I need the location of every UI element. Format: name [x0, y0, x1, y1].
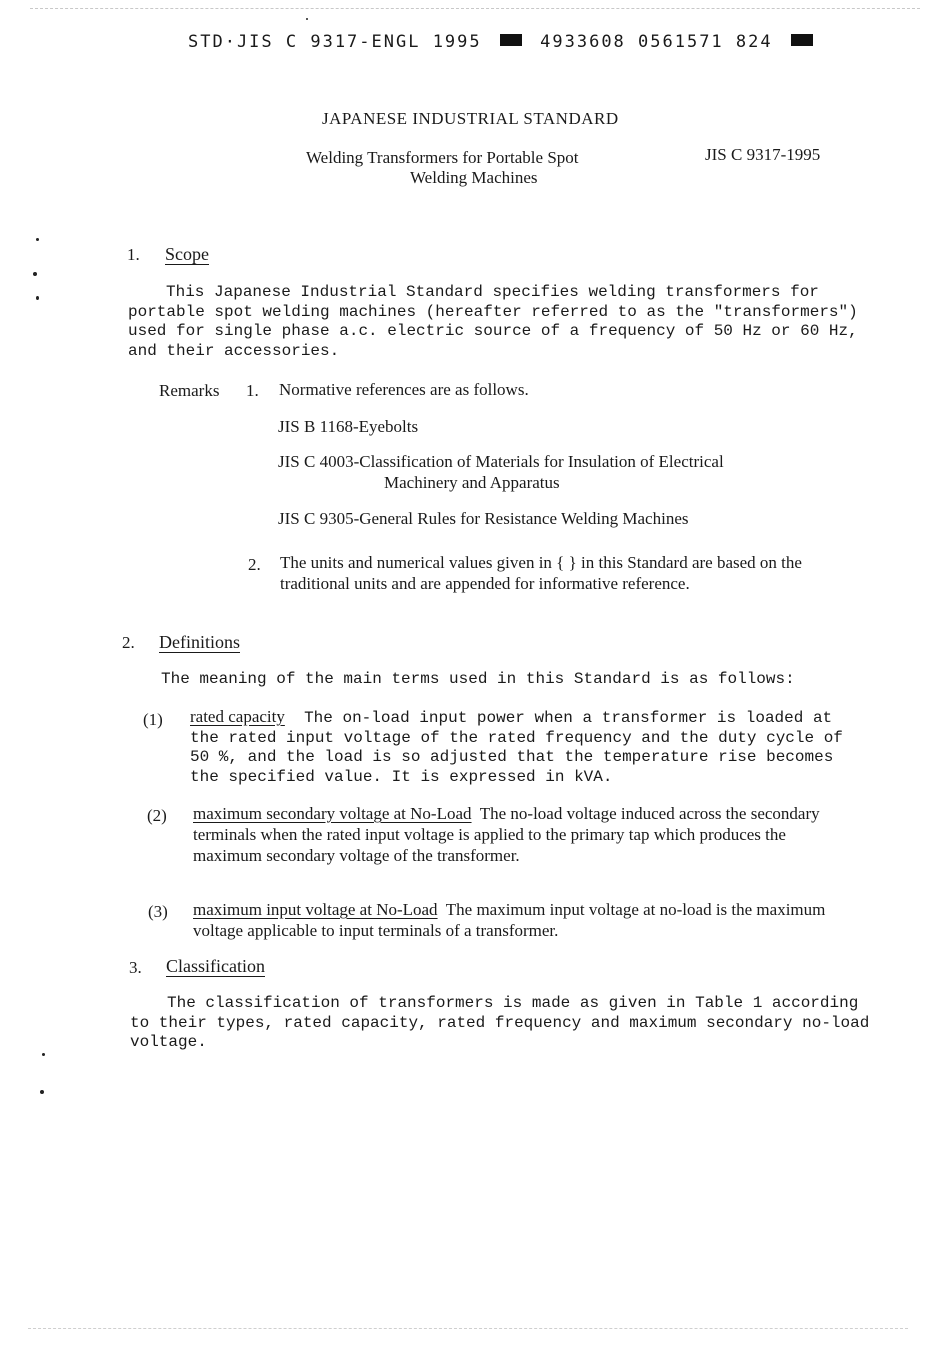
scan-speck [36, 238, 39, 241]
remark-2-number: 2. [248, 555, 261, 574]
catalog-numbers: 4933608 0561571 824 [540, 32, 773, 52]
reference-jis-b-1168: JIS B 1168-Eyebolts [278, 417, 419, 436]
definition-2-number: (2) [147, 806, 167, 825]
reference-jis-c-4003-continued: Machinery and Apparatus [384, 473, 560, 492]
remarks-label: Remarks [159, 381, 220, 400]
section-1-number: 1. [127, 245, 140, 264]
scan-speck [40, 1090, 44, 1094]
section-3-number: 3. [129, 958, 142, 977]
definition-1-number: (1) [143, 710, 163, 729]
scan-speck [42, 1053, 45, 1056]
section-2-title: Definitions [159, 632, 240, 652]
definition-3-number: (3) [148, 902, 168, 921]
definition-2-text: The no-load voltage induced across the secondary terminals when the rated input voltage is applied to the primary tap which produces the maximum secondary voltage of the transformer. [193, 804, 820, 865]
standard-heading: JAPANESE INDUSTRIAL STANDARD [322, 109, 619, 128]
definition-3 [193, 899, 848, 941]
black-bar-mark [500, 34, 522, 46]
scan-edge-bottom [28, 1328, 908, 1329]
black-bar-mark [791, 34, 813, 46]
document-code-line [188, 32, 819, 52]
standard-name-line1: Welding Transformers for Portable Spot [306, 148, 579, 167]
classification-paragraph: The classification of transformers is made as given in Table 1 according to their types, rated capacity, rated frequency and maximum secondary no-load voltage. [130, 994, 870, 1051]
definition-2-term: maximum secondary voltage at No-Load [193, 804, 472, 823]
standard-name-line2: Welding Machines [410, 168, 538, 187]
section-2-number: 2. [122, 633, 135, 652]
section-3-title: Classification [166, 956, 265, 976]
scan-speck [36, 296, 39, 300]
definition-2 [193, 803, 853, 866]
definition-1-term: rated capacity [190, 707, 285, 726]
reference-jis-c-9305: JIS C 9305-General Rules for Resistance Welding Machines [278, 509, 689, 528]
remark-1-number: 1. [246, 381, 259, 400]
document-code: STD·JIS C 9317-ENGL 1995 [188, 32, 482, 52]
definition-3-term: maximum input voltage at No-Load [193, 900, 438, 919]
scan-speck [306, 18, 308, 20]
definitions-intro: The meaning of the main terms used in this Standard is as follows: [161, 670, 795, 688]
reference-jis-c-4003: JIS C 4003-Classification of Materials for Insulation of Electrical [278, 452, 724, 471]
definition-1 [190, 707, 860, 787]
remark-2-text: The units and numerical values given in { } in this Standard are based on the traditional units and are appended for informative reference. [280, 553, 802, 593]
standard-number: JIS C 9317-1995 [705, 145, 821, 164]
scope-paragraph: This Japanese Industrial Standard specifies welding transformers for portable spot welding machines (hereafter referred to as the "transformers") used for single phase a.c. electric source of a frequency of 50 Hz or 60 Hz, and their accessories. [128, 283, 858, 360]
definition-1-text: The on-load input power when a transformer is loaded at the rated input voltage of the rated frequency and the duty cycle of 50 %, and the load is so adjusted that the temperature rise becomes the specified value. It is expressed in kVA. [190, 709, 843, 786]
scan-edge-top [30, 8, 920, 9]
definition-3-text: The maximum input voltage at no-load is the maximum voltage applicable to input terminals of a transformer. [193, 900, 826, 940]
scan-speck [33, 272, 37, 276]
section-1-title: Scope [165, 244, 209, 264]
remark-1-text: Normative references are as follows. [279, 380, 529, 399]
